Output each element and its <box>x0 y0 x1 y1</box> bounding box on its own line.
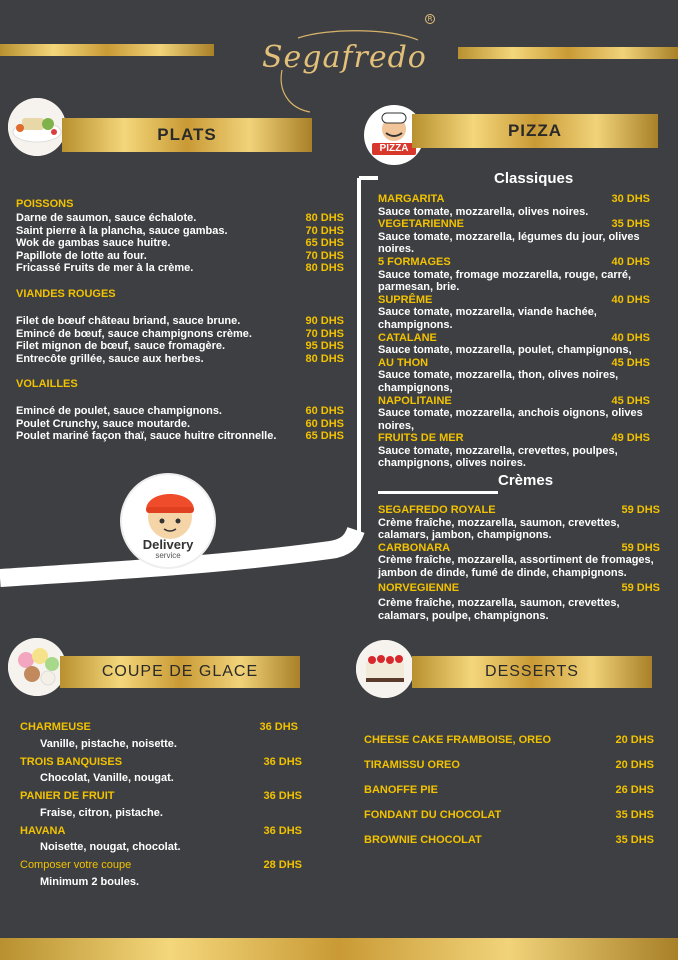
glace-name: HAVANA <box>20 824 66 837</box>
item-price: 90 DHS <box>305 315 344 327</box>
desserts-image <box>356 640 414 698</box>
glace-desc: Chocolat, Vanille, nougat. <box>40 772 174 785</box>
glace-list <box>20 721 302 888</box>
dessert-price: 26 DHS <box>615 784 654 796</box>
item-name: Emincé de poulet, sauce champignons. <box>16 405 222 417</box>
dessert-name: BANOFFE PIE <box>364 784 438 796</box>
item-price: 60 DHS <box>305 417 344 430</box>
glace-name: CHARMEUSE <box>20 721 91 733</box>
item-price: 65 DHS <box>305 237 344 250</box>
pizza-desc: Sauce tomate, mozzarella, thon, olives noires, champignons, <box>378 369 619 394</box>
item-price: 80 DHS <box>305 212 344 224</box>
pizza-desc: Sauce tomate, mozzarella, légumes du jour, olives noires. <box>378 230 640 256</box>
plats-banner <box>62 118 312 152</box>
pizza-name: 5 FORMAGES <box>378 255 451 268</box>
item-price: 65 DHS <box>305 430 344 443</box>
pizza-cremes-list <box>378 504 660 622</box>
item-name: Filet mignon de bœuf, sauce fromagère. <box>16 340 226 353</box>
pizza-name: NAPOLITAINE <box>378 394 452 407</box>
item-name: Saint pierre à la plancha, sauce gambas. <box>16 224 228 237</box>
glace-item <box>20 790 302 819</box>
pizza-desc: Crème fraîche, mozzarella, assortiment de fromages, jambon de dinde, fumé de dinde, champignons. <box>378 554 654 579</box>
plats-dish-image <box>8 98 66 156</box>
section-title: POISSONS <box>16 198 74 210</box>
pizza-price: 35 DHS <box>611 218 650 231</box>
desserts-list <box>364 734 654 859</box>
pizza-name: AU THON <box>378 356 429 369</box>
dessert-name: BROWNIE CHOCOLAT <box>364 834 482 846</box>
pizza-banner <box>412 114 658 148</box>
glace-item <box>20 825 302 854</box>
pizza-price: 40 DHS <box>611 293 650 306</box>
pizza-name: MARGARITA <box>378 193 445 205</box>
pizza-price: 45 DHS <box>611 394 650 407</box>
cremes-divider-line <box>378 491 498 494</box>
section-title: VIANDES ROUGES <box>16 288 116 300</box>
pizza-desc: Sauce tomate, mozzarella, crevettes, poulpes, champignons, olives noires. <box>378 444 618 470</box>
glace-desc: Fraise, citron, pistache. <box>40 806 163 819</box>
registered-mark-icon: R <box>425 14 435 24</box>
glace-price: 36 DHS <box>263 790 302 803</box>
pizza-desc: Crème fraîche, mozzarella, saumon, crevettes, calamars, poulpe, champignons. <box>378 597 620 622</box>
dessert-price: 20 DHS <box>615 734 654 746</box>
dessert-item <box>364 759 654 784</box>
glace-item <box>20 859 302 888</box>
pizza-item <box>378 256 660 294</box>
item-price: 60 DHS <box>305 405 344 417</box>
dessert-price: 35 DHS <box>615 809 654 821</box>
pizza-item <box>378 332 660 357</box>
pizza-desc: Sauce tomate, mozzarella, anchois oignons, olives noires, <box>378 407 643 432</box>
pizza-desc: Sauce tomate, mozzarella, poulet, champignons, <box>378 344 632 357</box>
pizza-classiques-list <box>378 193 660 470</box>
item-price: 95 DHS <box>305 340 344 353</box>
plats-title: PLATS <box>157 125 217 144</box>
pizza-name: SEGAFREDO ROYALE <box>378 504 496 516</box>
item-name: Entrecôte grillée, sauce aux herbes. <box>16 352 204 365</box>
footer-gold-bar <box>0 938 678 960</box>
pizza-desc: Sauce tomate, mozzarella, viande hachée, champignons. <box>378 306 597 331</box>
glace-price: 36 DHS <box>263 824 302 837</box>
glace-name: TROIS BANQUISES <box>20 755 123 768</box>
pizza-desc: Sauce tomate, mozzarella, olives noires. <box>378 205 589 218</box>
classiques-title: Classiques <box>494 170 574 187</box>
item-price: 80 DHS <box>305 262 344 275</box>
pizza-item <box>378 542 660 580</box>
item-name: Papillote de lotte au four. <box>16 249 147 262</box>
dessert-item <box>364 834 654 859</box>
cremes-title: Crèmes <box>498 472 554 489</box>
dessert-name: FONDANT DU CHOCOLAT <box>364 809 502 821</box>
pizza-name: CATALANE <box>378 331 437 344</box>
pizza-name: NORVEGIENNE <box>378 581 460 594</box>
desserts-title: DESSERTS <box>485 663 579 680</box>
pizza-desc: Sauce tomate, fromage mozzarella, rouge, carré, parmesan, brie. <box>378 268 632 294</box>
pizza-item <box>378 357 660 395</box>
pizza-price: 40 DHS <box>611 255 650 268</box>
pizza-item <box>378 582 660 623</box>
item-price: 70 DHS <box>305 224 344 237</box>
pizza-price: 59 DHS <box>621 541 660 554</box>
item-name: Emincé de bœuf, sauce champignons crème. <box>16 327 252 340</box>
item-name: Fricassé Fruits de mer à la crème. <box>16 262 194 275</box>
dessert-item <box>364 809 654 834</box>
item-price: 70 DHS <box>305 249 344 262</box>
dessert-item <box>364 734 654 759</box>
header-gold-bar-left <box>0 44 214 56</box>
glace-item <box>20 756 302 785</box>
pizza-item <box>378 432 660 470</box>
delivery-label-line1: Delivery <box>142 537 194 552</box>
pizza-name: SUPRÊME <box>378 293 433 306</box>
pizza-price: 40 DHS <box>611 331 650 344</box>
glace-price: 28 DHS <box>263 859 302 872</box>
brand-logo: Segafredo <box>262 40 427 75</box>
item-name: Poulet Crunchy, sauce moutarde. <box>16 417 191 430</box>
item-name: Darne de saumon, sauce échalote. <box>16 212 197 224</box>
pizza-desc: Crème fraîche, mozzarella, saumon, crevettes, calamars, jambon, champignons. <box>378 516 620 542</box>
glace-title: COUPE DE GLACE <box>101 663 259 680</box>
pizza-item <box>378 294 660 332</box>
pizza-price: 45 DHS <box>611 356 650 369</box>
desserts-banner <box>412 656 652 688</box>
dessert-name: CHEESE CAKE FRAMBOISE, OREO <box>364 734 552 746</box>
glace-image <box>8 638 66 696</box>
item-name: Poulet mariné façon thaï, sauce huitre citronnelle. <box>16 430 277 443</box>
glace-desc: Vanille, pistache, noisette. <box>40 737 177 750</box>
dessert-name: TIRAMISSU OREO <box>364 759 460 771</box>
dessert-price: 35 DHS <box>615 834 654 846</box>
glace-banner <box>60 656 300 688</box>
dessert-price: 20 DHS <box>615 759 654 771</box>
pizza-name: CARBONARA <box>378 541 451 554</box>
pizza-item <box>378 193 660 218</box>
glace-desc: Noisette, nougat, chocolat. <box>40 841 181 854</box>
dessert-item <box>364 784 654 809</box>
glace-name: PANIER DE FRUIT <box>20 790 115 803</box>
pizza-price: 59 DHS <box>621 504 660 516</box>
glace-name: Composer votre coupe <box>20 859 132 872</box>
glace-item <box>20 721 302 750</box>
section-title: VOLAILLES <box>16 378 78 390</box>
item-name: Filet de bœuf château briand, sauce brune. <box>16 315 241 327</box>
item-price: 70 DHS <box>305 327 344 340</box>
pizza-name: VEGETARIENNE <box>378 218 464 231</box>
pizza-logo-text: PIZZA <box>379 143 409 154</box>
delivery-label <box>130 538 206 561</box>
item-price: 80 DHS <box>305 352 344 365</box>
glace-desc: Minimum 2 boules. <box>40 875 140 888</box>
header-gold-bar-right <box>458 47 678 59</box>
pizza-title: PIZZA <box>507 121 563 140</box>
pizza-item <box>378 218 660 256</box>
pizza-price: 59 DHS <box>621 581 660 594</box>
pizza-name: FRUITS DE MER <box>378 432 464 445</box>
pizza-price: 30 DHS <box>611 193 650 205</box>
item-name: Wok de gambas sauce huitre. <box>16 237 171 250</box>
pizza-item <box>378 395 660 433</box>
pizza-price: 49 DHS <box>611 432 650 445</box>
glace-price: 36 DHS <box>259 721 298 733</box>
pizza-item <box>378 504 660 542</box>
glace-price: 36 DHS <box>263 755 302 768</box>
delivery-label-line2: service <box>155 551 181 560</box>
